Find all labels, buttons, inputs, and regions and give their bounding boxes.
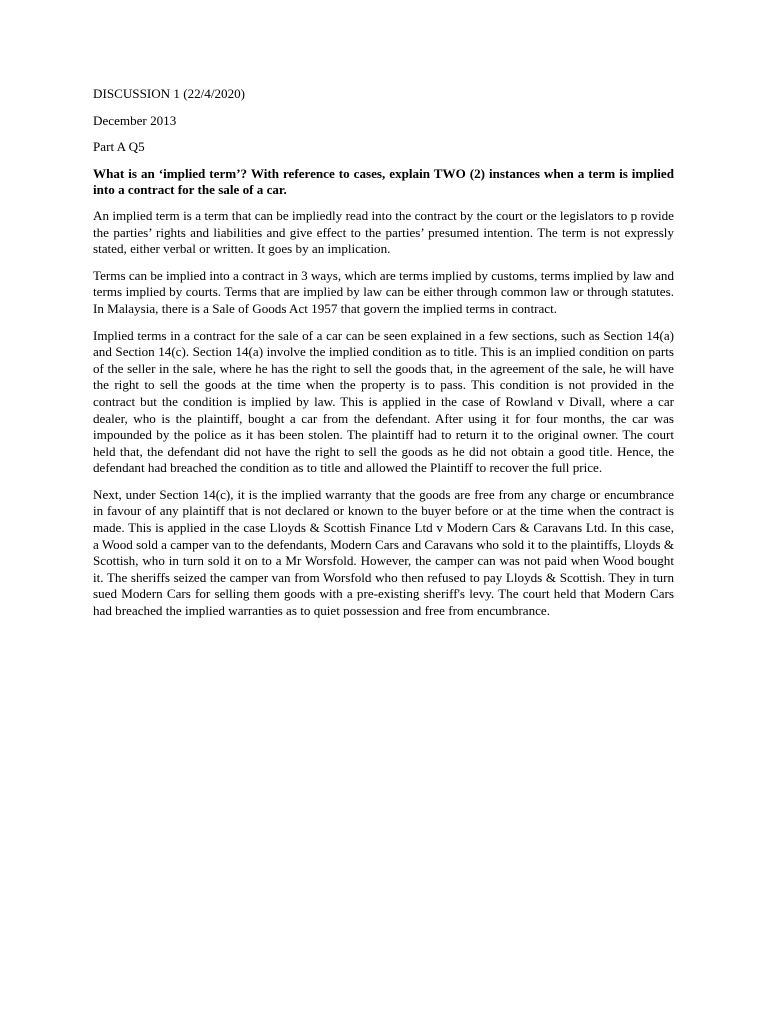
paragraph-section-14c: Next, under Section 14(c), it is the implied warranty that the goods are free from any charge or encumbrance in favour of any plaintiff that is not declared or known to the buyer before or at the time when the contract is made. This is applied in the case Lloyds & Scottish Finance Ltd v Modern Cars & Caravans Ltd. In this case, a Wood sold a camper van to the defendants, Modern Cars and Caravans who sold it to the plaintiffs, Lloyds & Scottish, who in turn sold it on to a Mr Worsfold. However, the camper can was not paid when Wood bought it. The sheriffs seized the camper van from Worsfold who then refused to pay Lloyds & Scottish. They in turn sued Modern Cars for selling them goods with a pre-existing sheriff's levy. The court held that Modern Cars had breached the implied warranties as to quiet possession and free from encumbrance.: [93, 486, 675, 619]
document-page: [93, 86, 674, 630]
paragraph-ways-implied: Terms can be implied into a contract in 3 ways, which are terms implied by customs, terms implied by law and terms implied by courts. Terms that are implied by law can be either through common law or through statutes. In Malaysia, there is a Sale of Goods Act 1957 that govern the implied terms in contract.: [93, 267, 674, 316]
question-reference: Part A Q5: [93, 139, 145, 155]
discussion-heading: DISCUSSION 1 (22/4/2020): [93, 86, 246, 101]
exam-date: December 2013: [93, 112, 177, 128]
paragraph-section-14a: Implied terms in a contract for the sale of a car can be seen explained in a few sections, such as Section 14(a) and Section 14(c). Section 14(a) involve the implied condition as to title. This is an implied condition on parts of the seller in the sale, where he has the right to sell the goods that, in the agreement of the sale, he will have the right to sell the goods at the time when the property is to pass. This condition is not provided in the contract but the condition is implied by law. This is applied in the case of Rowland v Divall, where a car dealer, who is the plaintiff, bought a car from the defendant. After using it for four months, the car was impounded by the police as it has been stolen. The plaintiff had to return it to the original owner. The court held that, the defendant did not have the right to sell the goods as he did not obtain a good title. Hence, the defendant had breached the condition as to title and allowed the Plaintiff to recover the full price.: [93, 327, 674, 476]
question-text: What is an ‘implied term’? With reference to cases, explain TWO (2) instances when a term is implied into a contract for the sale of a car.: [93, 165, 674, 198]
paragraph-definition: An implied term is a term that can be impliedly read into the contract by the court or the legislators to p rovide the parties’ rights and liabilities and give effect to the parties’ presumed intention. The term is not expressly stated, either verbal or written. It goes by an implication.: [93, 207, 674, 257]
